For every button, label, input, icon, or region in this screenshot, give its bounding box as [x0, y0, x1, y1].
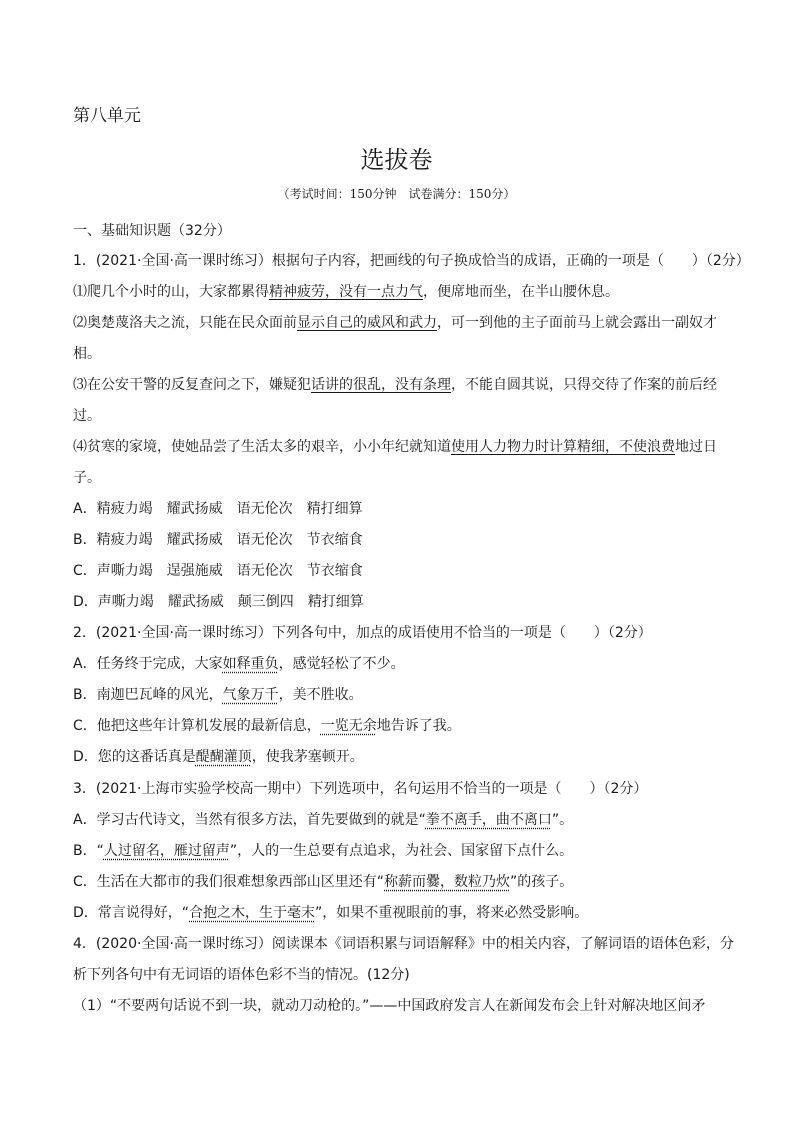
dotted-quote: 拳不离手，曲不离口 [425, 812, 552, 828]
text: ，使我茅塞顿开。 [251, 749, 364, 765]
dotted-idiom: 气象万千 [222, 687, 279, 703]
text: C．他把这些年计算机发展的最新信息， [73, 718, 321, 734]
dotted-idiom: 一览无余 [320, 718, 377, 734]
text: ，不能自圆其说，只得交待了作案的前后经 [451, 377, 717, 393]
text: ，感觉轻松了不少。 [278, 656, 405, 672]
q4-stem-line-1: 4．(2020·全国·高一课时练习）阅读课本《词语积累与词语解释》中的相关内容，了解词语的语体色彩，分 [73, 936, 734, 952]
q1-sentence-1 [73, 283, 619, 301]
section-heading: 一、基础知识题（32分） [73, 223, 231, 239]
q1-option-b: B．精疲力竭 耀武扬威 语无伦次 节衣缩食 [73, 532, 363, 548]
underlined-phrase: 话讲的很乱，没有条理 [311, 377, 451, 393]
text: A．学习古代诗文，当然有很多方法，首先要做到的就是“ [73, 812, 426, 828]
underlined-phrase: 使用人力物力时计算精细，不使浪费 [451, 439, 675, 455]
dotted-idiom: 醍醐灌顶 [195, 749, 252, 765]
q2-option-c [73, 717, 461, 735]
q2-option-a [73, 655, 405, 673]
text: ⑶在公安干警的反复查问之下，嫌疑犯 [73, 377, 311, 393]
q1-sentence-3-cont: 过。 [73, 408, 101, 424]
text: ⑷贫寒的家境，使她品尝了生活太多的艰辛，小小年纪就知道 [73, 439, 451, 455]
q2-option-b [73, 686, 363, 704]
text: ⑵奥楚蔑洛夫之流，只能在民众面前 [73, 315, 297, 331]
q1-option-d: D．声嘶力竭 耀武扬威 颠三倒四 精打细算 [73, 594, 364, 610]
exam-info: （考试时间：150分钟 试卷满分：150分） [277, 187, 516, 201]
dotted-quote: 称薪而爨，数粒乃炊 [384, 874, 511, 890]
text: 地告诉了我。 [376, 718, 461, 734]
q1-stem: 1．(2021·全国·高一课时练习）根据句子内容，把画线的句子换成恰当的成语，正确的一项是（ ）（2分） [73, 253, 750, 269]
q2-stem: 2．(2021·全国·高一课时练习）下列各句中，加点的成语使用不恰当的一项是（ ）（2分） [73, 625, 652, 641]
underlined-phrase: 精神疲劳，没有一点力气 [269, 284, 423, 300]
text: C．生活在大都市的我们很难想象西部山区里还有“ [73, 874, 385, 890]
q1-option-c: C．声嘶力竭 逞强施威 语无伦次 节衣缩食 [73, 563, 363, 579]
q1-sentence-2-cont: 相。 [73, 346, 101, 362]
unit-heading: 第八单元 [73, 106, 141, 126]
q3-option-a [73, 811, 573, 829]
q3-option-b [73, 842, 573, 860]
q2-option-d [73, 748, 364, 766]
text: ”，人的一生总要有点追求，为社会、国家留下点什么。 [229, 843, 574, 859]
text: D．常言说得好，“ [73, 905, 190, 921]
q1-sentence-4 [73, 438, 717, 456]
q3-option-c [73, 873, 573, 891]
q1-sentence-3 [73, 376, 717, 394]
q1-sentence-4-cont: 子。 [73, 470, 101, 486]
q1-option-a: A．精疲力竭 耀武扬威 语无伦次 精打细算 [73, 501, 363, 517]
text: ⑴爬几个小时的山，大家都累得 [73, 284, 269, 300]
text: ”，如果不重视眼前的事，将来必然受影响。 [315, 905, 589, 921]
dotted-quote: 合抱之木，生于毫末 [189, 905, 316, 921]
text: A．任务终于完成，大家 [73, 656, 223, 672]
text: D．您的这番话真是 [73, 749, 196, 765]
q3-stem: 3．(2021·上海市实验学校高一期中）下列选项中，名句运用不恰当的一项是（ ）（2分） [73, 781, 648, 797]
q3-option-d [73, 904, 588, 922]
page-title: 选拔卷 [360, 146, 433, 174]
q1-sentence-2 [73, 314, 717, 332]
text: ”的孩子。 [510, 874, 574, 890]
text: B．“ [73, 843, 104, 859]
dotted-quote: 人过留名，雁过留声 [103, 843, 230, 859]
dotted-idiom: 如释重负 [222, 656, 279, 672]
underlined-phrase: 显示自己的威风和武力 [297, 315, 437, 331]
text: 地过日 [675, 439, 717, 455]
text: ，可一到他的主子面前马上就会露出一副奴才 [437, 315, 717, 331]
text: ”。 [551, 812, 574, 828]
q4-item-1: （1）“不要两句话说不到一块，就动刀动枪的。”——中国政府发言人在新闻发布会上针对解决地区间矛 [73, 998, 706, 1014]
q4-stem-line-2: 析下列各句中有无词语的语体色彩不当的情况。(12分) [73, 967, 410, 983]
text: ，便席地而坐，在半山腰休息。 [423, 284, 619, 300]
text: ，美不胜收。 [278, 687, 363, 703]
text: B．南迦巴瓦峰的风光， [73, 687, 223, 703]
